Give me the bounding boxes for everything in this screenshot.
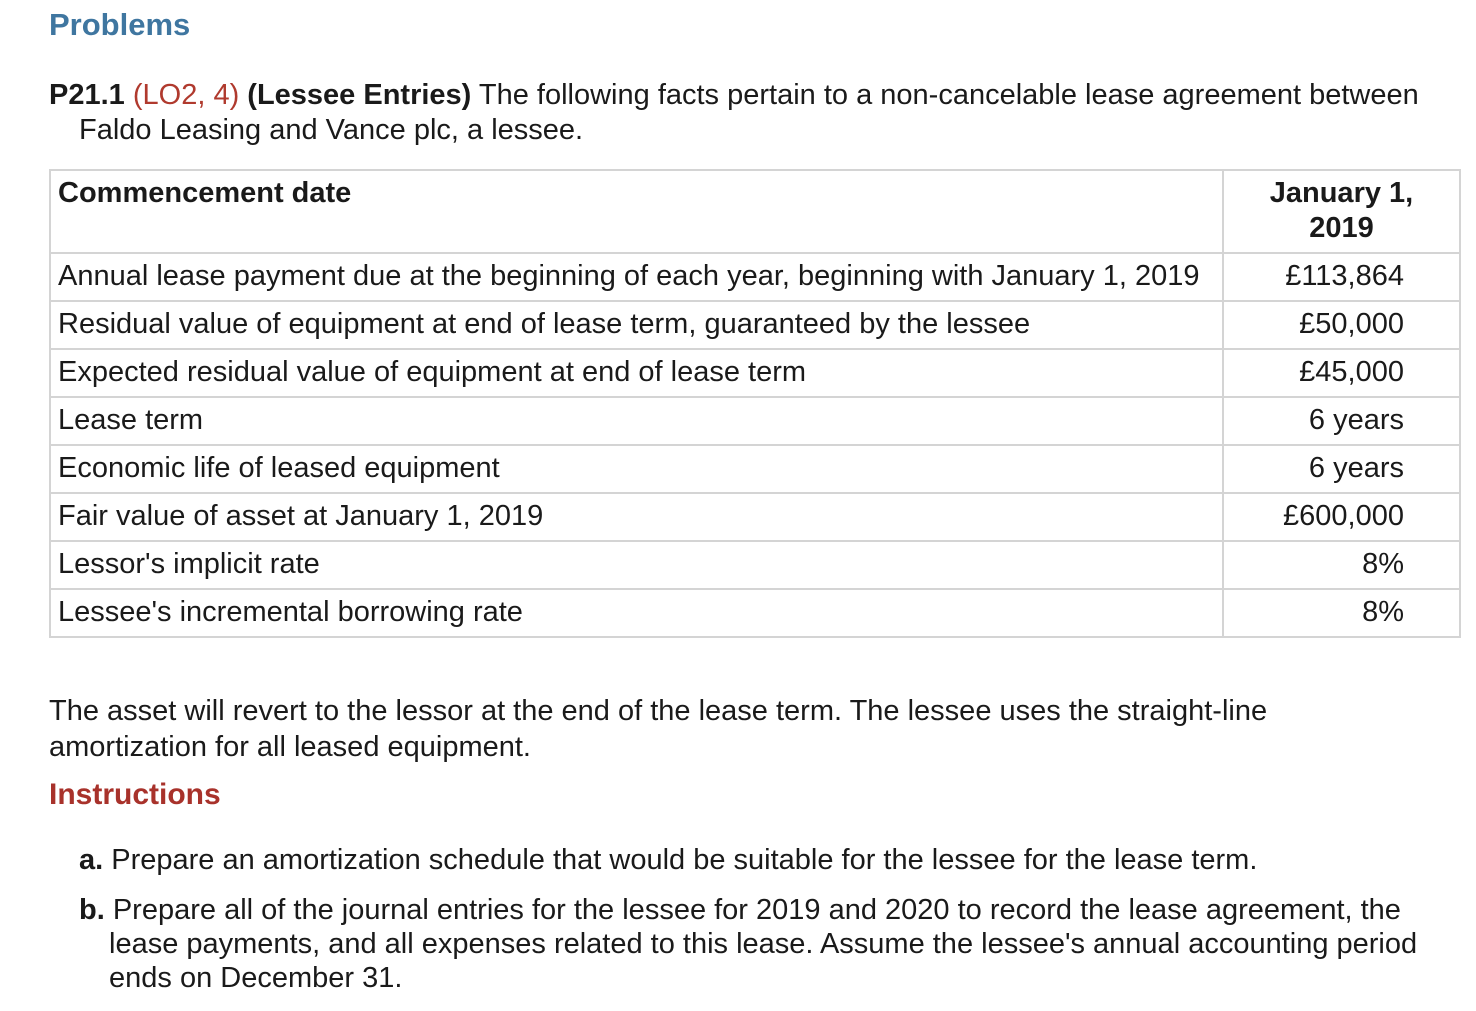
row-label: Expected residual value of equipment at end of lease term	[50, 349, 1223, 397]
header-label: Commencement date	[50, 170, 1223, 253]
row-value: £45,000	[1223, 349, 1460, 397]
table-header-row	[50, 170, 1460, 253]
instruction-text: Prepare all of the journal entries for the lessee for 2019 and 2020 to record the lease agreement, the lease payments, and all expenses related to this lease. Assume the lessee's annual accounting period ends on December 31.	[109, 894, 1418, 994]
row-label: Lessor's implicit rate	[50, 541, 1223, 589]
problem-title: (Lessee Entries)	[247, 79, 472, 111]
instruction-item	[79, 893, 1439, 995]
problem-number: P21.1	[49, 79, 125, 111]
row-value: 6 years	[1223, 397, 1460, 445]
problem-intro-text: The following facts pertain to a non-cancelable lease agreement between Faldo Leasing and Vance plc, a lessee.	[79, 79, 1419, 146]
problem-intro	[49, 78, 1459, 148]
row-label: Fair value of asset at January 1, 2019	[50, 493, 1223, 541]
header-value: January 1, 2019	[1223, 170, 1460, 253]
instruction-item	[79, 843, 1439, 877]
row-value: £113,864	[1223, 253, 1460, 301]
instructions-list	[79, 843, 1439, 1011]
row-label: Annual lease payment due at the beginning of each year, beginning with January 1, 2019	[50, 253, 1223, 301]
row-value: £50,000	[1223, 301, 1460, 349]
row-value: 6 years	[1223, 445, 1460, 493]
table-row	[50, 493, 1460, 541]
row-label: Residual value of equipment at end of lease term, guaranteed by the lessee	[50, 301, 1223, 349]
table-row	[50, 253, 1460, 301]
row-label: Lessee's incremental borrowing rate	[50, 589, 1223, 637]
table-row	[50, 445, 1460, 493]
row-label: Lease term	[50, 397, 1223, 445]
table-row	[50, 349, 1460, 397]
table-row	[50, 397, 1460, 445]
section-title: Problems	[49, 7, 191, 42]
table-row	[50, 301, 1460, 349]
after-table-text: The asset will revert to the lessor at the end of the lease term. The lessee uses the straight-line amortization for all leased equipment.	[49, 695, 1268, 763]
instruction-letter: a.	[79, 844, 104, 876]
row-value: 8%	[1223, 589, 1460, 637]
lease-facts-table	[49, 169, 1461, 638]
instruction-text: Prepare an amortization schedule that would be suitable for the lessee for the lease term.	[111, 844, 1258, 876]
table-row	[50, 589, 1460, 637]
row-label: Economic life of leased equipment	[50, 445, 1223, 493]
row-value: 8%	[1223, 541, 1460, 589]
instruction-letter: b.	[79, 894, 105, 926]
table-row	[50, 541, 1460, 589]
row-value: £600,000	[1223, 493, 1460, 541]
instructions-heading: Instructions	[49, 778, 221, 811]
learning-objectives: (LO2, 4)	[132, 79, 240, 111]
